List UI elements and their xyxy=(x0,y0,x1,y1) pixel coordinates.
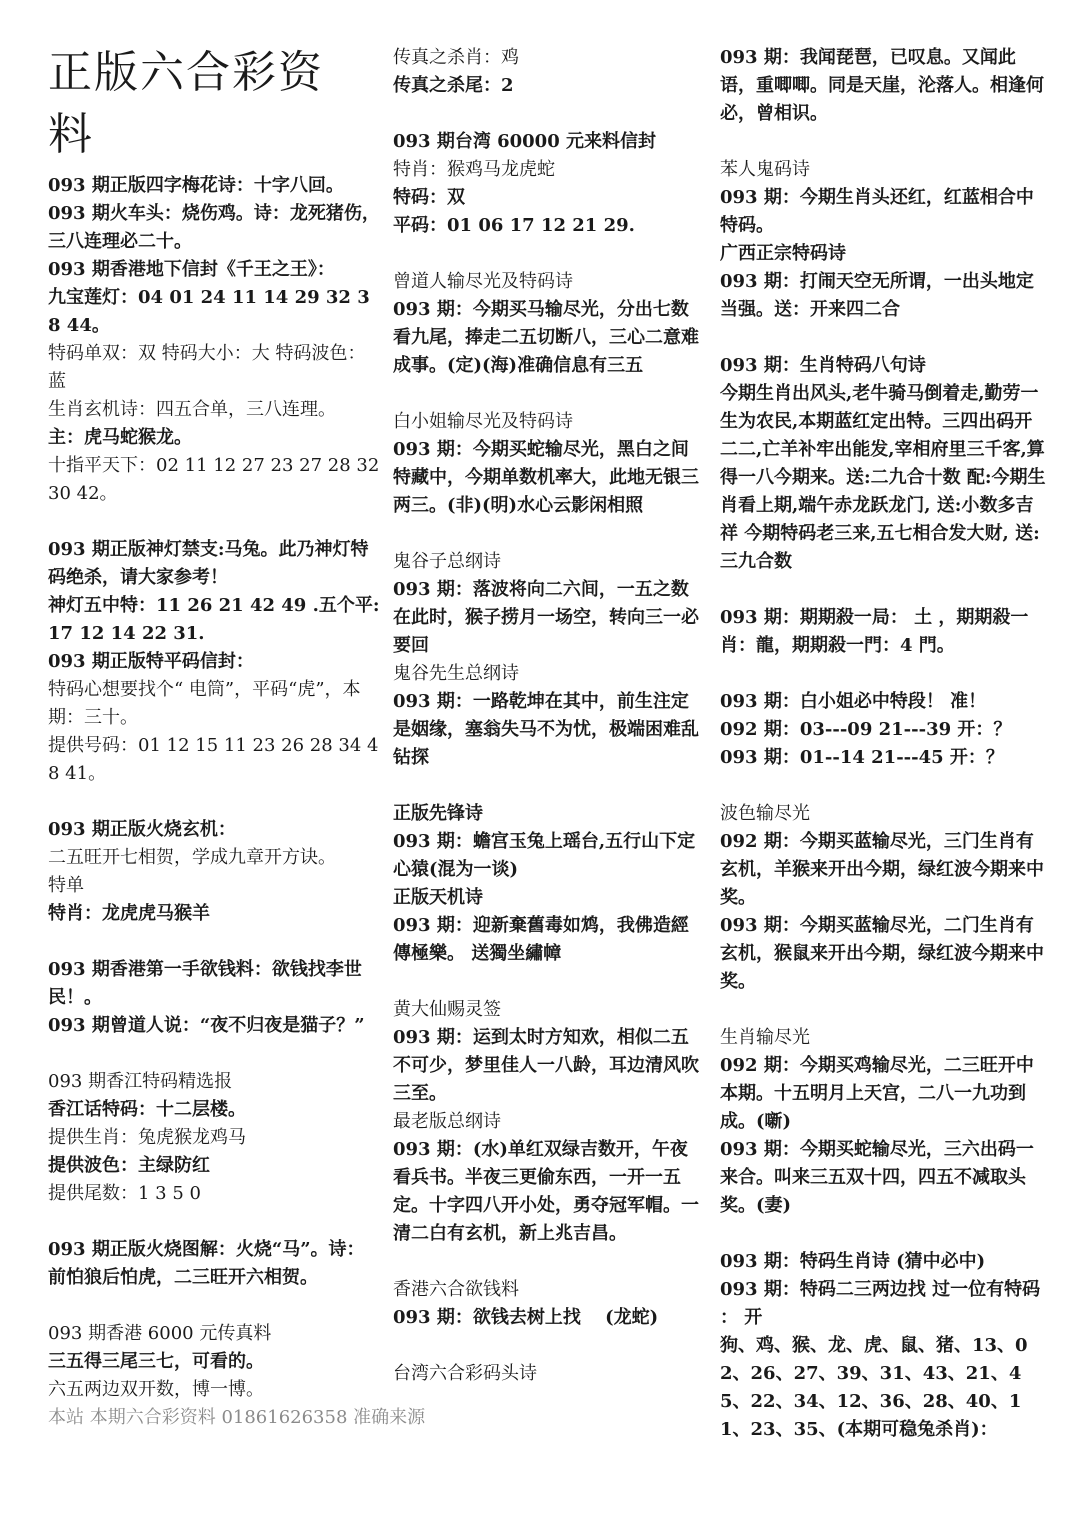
text-line: 香江话特码：十二层楼。 xyxy=(48,1099,246,1120)
text-line: 093 期：今期买蛇输尽光，三六出码一来合。叫来三五双十四，四五不减取头奖。(妻) xyxy=(720,1139,1034,1216)
text-line: 六五两边双开数，博一博。 xyxy=(48,1379,264,1400)
text-line: 鬼谷子总纲诗 xyxy=(393,551,501,572)
text-line: 十指平天下：02 11 12 27 23 27 28 32 30 42。 xyxy=(48,455,386,504)
text-line: 093 期：白小姐必中特段！ 准！ xyxy=(720,691,987,712)
text-line: 093 期台湾 60000 元来料信封 xyxy=(393,131,656,152)
text-line: 093 期：今期买蓝输尽光，二门生肖有玄机，猴鼠来开出今期，绿红波今期来中奖。 xyxy=(720,915,1044,992)
column-middle xyxy=(393,44,705,1388)
text-line: 平码：01 06 17 12 21 29. xyxy=(393,215,635,236)
text-line: 093 期：打闹天空无所谓，一出头地定当强。送：开来四二合 xyxy=(720,271,1034,320)
text-line: 二五旺开七相贺，学成九章开方诀。 xyxy=(48,847,336,868)
text-line: 092 期：今期买鸡输尽光，二三旺开中本期。十五明月上天宫，二八一九功到成。(噺) xyxy=(720,1055,1034,1132)
text-line: 正版天机诗 xyxy=(393,887,483,908)
text-line: 093 期正版神灯禁支:马兔。此乃神灯特码绝杀，请大家参考！ xyxy=(48,539,369,588)
text-line: 093 期：今期生肖头还红，红蓝相合中特码。 xyxy=(720,187,1034,236)
text-line: 传真之杀肖：鸡 xyxy=(393,47,519,68)
text-line: 提供尾数：1 3 5 0 xyxy=(48,1183,201,1204)
text-line: 三五得三尾三七，可看的。 xyxy=(48,1351,264,1372)
text-line: 特码：双 xyxy=(393,187,465,208)
text-line: 093 期：今期买马输尽光，分出七数看九尾，捧走二五切断八，三心二意难成事。(定)(海)准确信息有三五 xyxy=(393,299,699,376)
text-line: 特肖：龙虎虎马猴羊 xyxy=(48,903,210,924)
text-line: 093 期曾道人说：“夜不归夜是猫子？” xyxy=(48,1015,365,1036)
text-line: 092 期：03---09 21---39 开：？ xyxy=(720,719,1012,740)
text-line: 提供号码：01 12 15 11 23 26 28 34 48 41。 xyxy=(48,735,379,784)
text-line: 093 期正版四字梅花诗：十字八回。 xyxy=(48,175,344,196)
text-line: 特码单双：双 特码大小：大 特码波色：蓝 xyxy=(48,343,366,392)
text-line: 主：虎马蛇猴龙。 xyxy=(48,427,192,448)
text-line: 093 期：欲钱去树上找 (龙蛇) xyxy=(393,1307,659,1328)
text-line: 白小姐输尽光及特码诗 xyxy=(393,411,573,432)
text-line: 波色输尽光 xyxy=(720,803,810,824)
text-line: 九宝莲灯：04 01 24 11 14 29 32 38 44。 xyxy=(48,287,370,336)
text-line: 传真之杀尾：2 xyxy=(393,75,514,96)
truncated-footer-text: 本站 本期六合彩资料 01861626358 准确来源 xyxy=(48,1407,426,1428)
text-line: 093 期：蟾宫玉兔上瑶台,五行山下定心猿(混为一谈) xyxy=(393,831,696,880)
text-line: 093 期：01--14 21---45 开：？ xyxy=(720,747,1004,768)
column-right xyxy=(720,44,1050,1444)
text-line: 093 期：今期买蛇输尽光，黑白之间特藏中，今期单数机率大，此地无银三两三。(非)(明)水心云影闲相照 xyxy=(393,439,699,516)
text-line: 神灯五中特：11 26 21 42 49 .五个平:17 12 14 22 31. xyxy=(48,595,380,644)
text-line: 093 期香港 6000 元传真料 xyxy=(48,1323,272,1344)
text-line: 香港六合欲钱料 xyxy=(393,1279,519,1300)
text-line: 最老版总纲诗 xyxy=(393,1111,501,1132)
text-line: 093 期：落波将向二六间，一五之数在此时，猴子捞月一场空，转向三一必要回 xyxy=(393,579,699,656)
text-line: 093 期：(水)单红双绿吉数开，午夜看兵书。半夜三更偷东西，一开一五定。十字四八开小处，勇夺冠军帽。一清二白有玄机，新上兆吉昌。 xyxy=(393,1139,699,1244)
text-line: 提供波色：主绿防红 xyxy=(48,1155,210,1176)
text-line: 093 期：特码生肖诗 (猜中必中) xyxy=(720,1251,986,1272)
text-line: 093 期火车头：烧伤鸡。诗：龙死猪伤，三八连理必二十。 xyxy=(48,203,380,252)
column-left xyxy=(48,0,426,1428)
text-line: 苯人鬼码诗 xyxy=(720,159,810,180)
text-line: 台湾六合彩码头诗 xyxy=(393,1363,537,1384)
text-line: 093 期香江特码精选报 xyxy=(48,1071,233,1092)
text-line: 黄大仙赐灵签 xyxy=(393,999,501,1020)
text-line: 093 期正版特平码信封： xyxy=(48,651,254,672)
text-line: 鬼谷先生总纲诗 xyxy=(393,663,519,684)
text-line: 093 期正版火烧玄机： xyxy=(48,819,236,840)
text-line: 提供生肖：兔虎猴龙鸡马 xyxy=(48,1127,246,1148)
text-line: 093 期香港第一手欲钱料：欲钱找李世民！。 xyxy=(48,959,362,1008)
text-line: 093 期：生肖特码八句诗 xyxy=(720,355,926,376)
text-line: 特单 xyxy=(48,875,84,896)
text-line: 今期生肖出风头,老牛骑马倒着走,勤劳一生为农民,本期蓝红定出特。三四出码开二二,亡羊补牢出能发,宰相府里三千客,算得一八今期来。送:二九合十数 配:今期生肖看上期,端午赤龙跃龙门, 送:小数多吉祥 今期特码老三来,五七相合发大财, 送:三九合数 xyxy=(720,383,1046,572)
text-line: 正版先锋诗 xyxy=(393,803,483,824)
text-line: 特肖：猴鸡马龙虎蛇 xyxy=(393,159,555,180)
text-line: 093 期：特码二三两边找 过一位有特码 ： 开 xyxy=(720,1279,1047,1328)
text-line: 093 期：迎新棄舊毒如鸩，我佛造經傳極樂。 送獨坐繡幛 xyxy=(393,915,689,964)
text-line: 特码心想要找个“ 电筒”，平码“虎”，本期：三十。 xyxy=(48,679,361,728)
text-line: 广西正宗特码诗 xyxy=(720,243,846,264)
text-line: 093 期：运到太时方知欢，相似二五不可少，梦里佳人一八龄，耳边清风吹三至。 xyxy=(393,1027,699,1104)
text-line: 092 期：今期买蓝输尽光，三门生肖有玄机，羊猴来开出今期，绿红波今期来中奖。 xyxy=(720,831,1044,908)
page-title: 正版六合彩资料 xyxy=(48,47,324,160)
text-line: 093 期：一路乾坤在其中，前生注定是姻缘，塞翁失马不为忧，极端困难乱钻探 xyxy=(393,691,699,768)
text-line: 狗、鸡、猴、龙、虎、鼠、猪、13、02、26、27、39、31、43、21、45、22、34、12、36、28、40、11、23、35、(本期可稳兔杀肖)： xyxy=(720,1335,1028,1440)
text-line: 生肖玄机诗：四五合单，三八连理。 xyxy=(48,399,336,420)
text-line: 曾道人输尽光及特码诗 xyxy=(393,271,573,292)
text-line: 093 期：期期殺一局： 土 ，期期殺一肖：龍，期期殺一門：4 門。 xyxy=(720,607,1029,656)
text-line: 093 期：我闻琵琶，已叹息。又闻此语，重唧唧。同是天崖，沦落人。相逢何必，曾相识。 xyxy=(720,47,1044,124)
text-line: 093 期正版火烧图解：火烧“马”。诗：前怕狼后怕虎，二三旺开六相贺。 xyxy=(48,1239,365,1288)
text-line: 093 期香港地下信封《千王之王》： xyxy=(48,259,335,280)
text-line: 生肖输尽光 xyxy=(720,1027,810,1048)
